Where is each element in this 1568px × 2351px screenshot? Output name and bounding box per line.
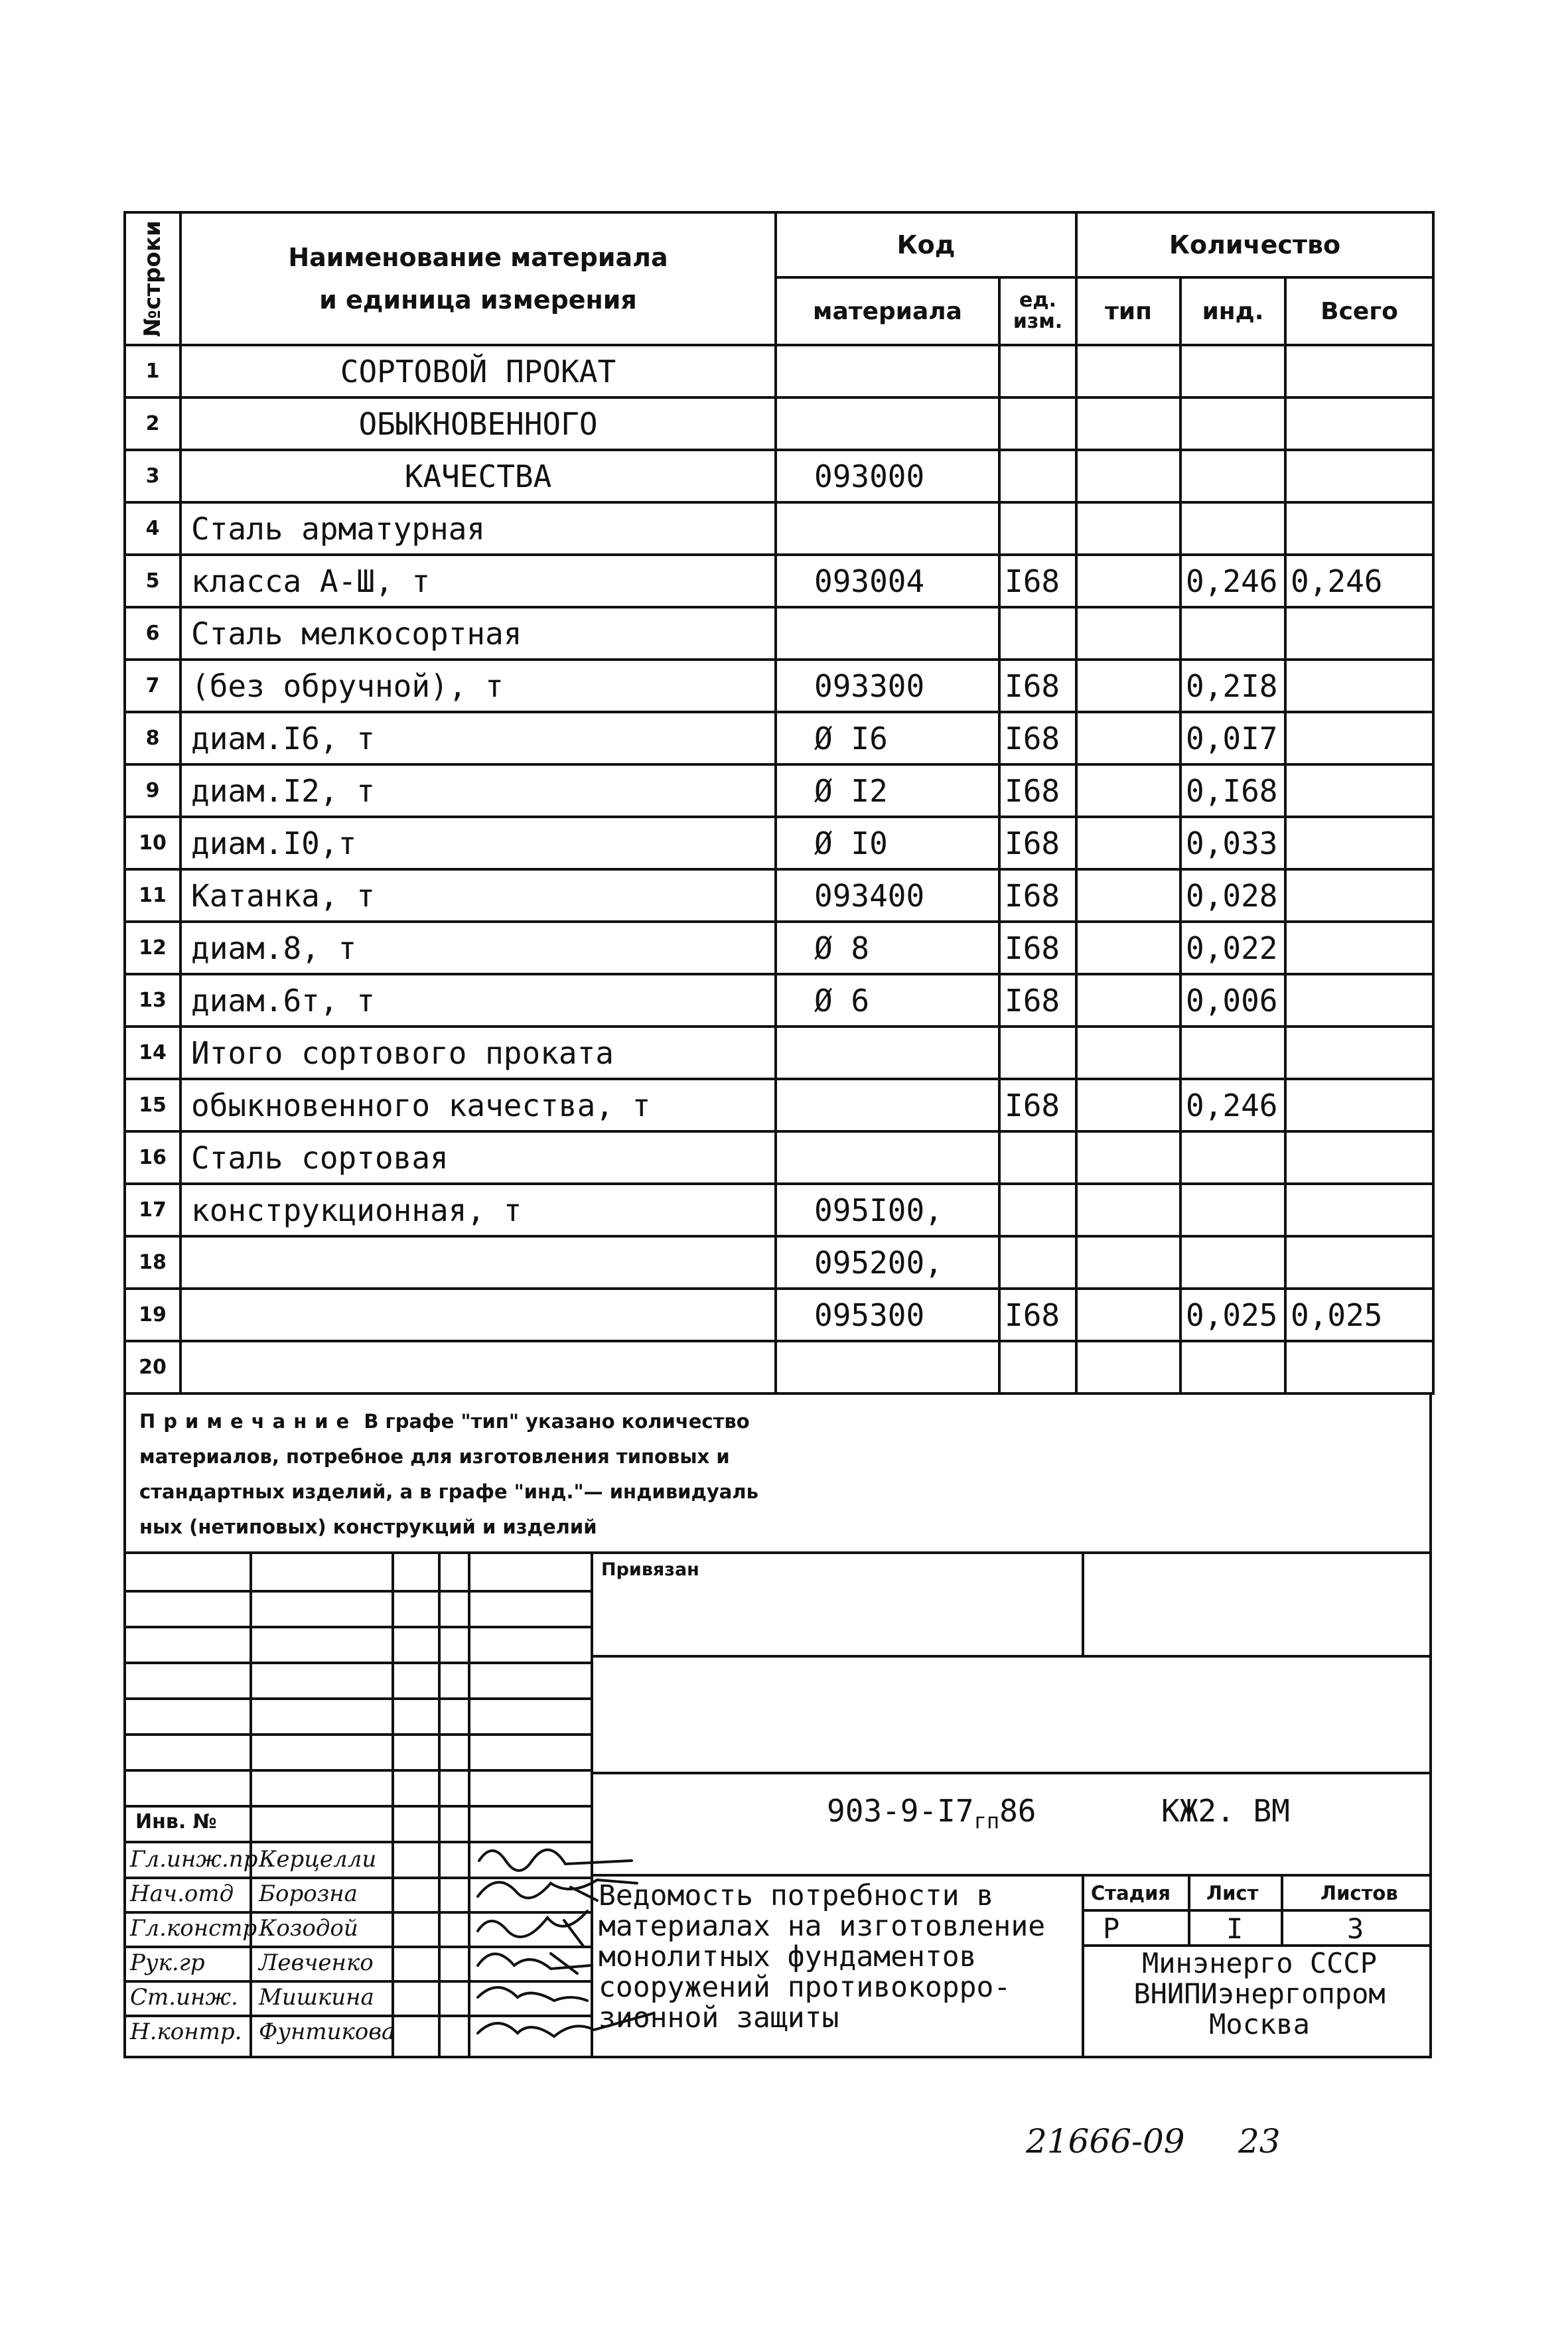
- table-row: [125, 764, 1433, 817]
- material-code: 095300: [776, 1289, 999, 1341]
- row-number: 3: [125, 450, 180, 502]
- row-number: 4: [125, 502, 180, 555]
- table-row: [125, 712, 1433, 764]
- unit-code: I68: [999, 1289, 1076, 1341]
- materials-table: [123, 211, 1435, 1395]
- qty-total: [1285, 922, 1433, 974]
- qty-total: [1285, 1131, 1433, 1184]
- material-code: Ø 8: [776, 922, 999, 974]
- organization-line: Минэнерго СССР: [1141, 1947, 1377, 1979]
- qty-ind: [1180, 1184, 1285, 1236]
- qty-total: 0,025: [1285, 1289, 1433, 1341]
- table-row: [125, 1289, 1433, 1341]
- material-name: класса А-Ш, т: [180, 555, 776, 607]
- table-row: [125, 1079, 1433, 1131]
- page-number: 23: [1238, 2122, 1281, 2161]
- material-name: СОРТОВОЙ ПРОКАТ: [180, 345, 776, 397]
- table-row: [125, 974, 1433, 1027]
- qty-ind: 0,I68: [1180, 764, 1285, 817]
- material-name: Сталь арматурная: [180, 502, 776, 555]
- row-number: 19: [125, 1289, 180, 1341]
- qty-ind: [1180, 1027, 1285, 1079]
- code-unit-header: ед. изм.: [999, 277, 1076, 345]
- qty-total: [1285, 660, 1433, 712]
- row-number: 16: [125, 1131, 180, 1184]
- table-row: [125, 1236, 1433, 1289]
- material-name: Сталь сортовая: [180, 1131, 776, 1184]
- row-number-header: №строки: [125, 212, 180, 345]
- staff-role: Ст.инж.: [130, 1984, 238, 2011]
- table-row: [125, 450, 1433, 502]
- row-number: 2: [125, 397, 180, 450]
- qty-ind: 0,025: [1180, 1289, 1285, 1341]
- signatures: [471, 1841, 670, 2060]
- row-number: 17: [125, 1184, 180, 1236]
- qty-total: [1285, 974, 1433, 1027]
- table-row: [125, 607, 1433, 660]
- organization: [1113, 1948, 1405, 2040]
- row-number: 6: [125, 607, 180, 660]
- stage-label: Стадия: [1091, 1882, 1171, 1904]
- table-row: [125, 817, 1433, 869]
- qty-total: [1285, 869, 1433, 922]
- qty-type: [1076, 764, 1180, 817]
- qty-total-header: Всего: [1285, 277, 1433, 345]
- qty-total: [1285, 817, 1433, 869]
- table-row: [125, 345, 1433, 397]
- unit-code: [999, 1184, 1076, 1236]
- qty-type: [1076, 712, 1180, 764]
- qty-type: [1076, 1289, 1180, 1341]
- qty-type: [1076, 502, 1180, 555]
- material-name: обыкновенного качества, т: [180, 1079, 776, 1131]
- title-block: [123, 1554, 1432, 2058]
- qty-total: [1285, 397, 1433, 450]
- archive-stamp: 21666-09: [1026, 2122, 1185, 2161]
- doc-title-line: материалах на изготовление: [599, 1910, 1046, 1943]
- qty-type: [1076, 974, 1180, 1027]
- qty-ind: [1180, 1131, 1285, 1184]
- qty-ind: [1180, 345, 1285, 397]
- row-number: 11: [125, 869, 180, 922]
- unit-code: [999, 502, 1076, 555]
- qty-type: [1076, 397, 1180, 450]
- qty-type: [1076, 1236, 1180, 1289]
- material-name: Катанка, т: [180, 869, 776, 922]
- qty-ind-header: инд.: [1180, 277, 1285, 345]
- material-name: [180, 1289, 776, 1341]
- qty-ind: [1180, 502, 1285, 555]
- table-row: [125, 555, 1433, 607]
- unit-code: [999, 345, 1076, 397]
- stage-value: Р: [1103, 1912, 1120, 1945]
- row-number: 5: [125, 555, 180, 607]
- material-name: диам.8, т: [180, 922, 776, 974]
- organization-line: Москва: [1209, 2008, 1310, 2040]
- qty-total: [1285, 1079, 1433, 1131]
- doc-title-line: монолитных фундаментов: [599, 1940, 977, 1973]
- code-material-header: материала: [776, 277, 999, 345]
- staff-role: Н.контр.: [130, 2019, 242, 2045]
- material-name: [180, 1236, 776, 1289]
- row-number: 10: [125, 817, 180, 869]
- staff-name: Борозна: [259, 1881, 358, 1907]
- row-number: 18: [125, 1236, 180, 1289]
- note: [123, 1395, 1432, 1554]
- material-code: 093300: [776, 660, 999, 712]
- material-code: 095200,: [776, 1236, 999, 1289]
- qty-type: [1076, 1027, 1180, 1079]
- row-number: 20: [125, 1341, 180, 1393]
- unit-code: I68: [999, 712, 1076, 764]
- material-code: [776, 1079, 999, 1131]
- qty-total: [1285, 1341, 1433, 1393]
- qty-ind: 0,033: [1180, 817, 1285, 869]
- qty-total: [1285, 1236, 1433, 1289]
- table-row: [125, 1184, 1433, 1236]
- material-name: КАЧЕСТВА: [180, 450, 776, 502]
- material-name: диам.6т, т: [180, 974, 776, 1027]
- material-name: диам.I6, т: [180, 712, 776, 764]
- qty-type: [1076, 555, 1180, 607]
- qty-type: [1076, 817, 1180, 869]
- signature-mark: [478, 1987, 587, 2001]
- staff-name: Фунтикова: [259, 2019, 395, 2045]
- qty-type: [1076, 922, 1180, 974]
- unit-code: [999, 1131, 1076, 1184]
- doc-title-line: зионной защиты: [599, 2001, 839, 2034]
- row-number: 9: [125, 764, 180, 817]
- qty-total: [1285, 345, 1433, 397]
- material-code: [776, 502, 999, 555]
- material-code: [776, 397, 999, 450]
- material-name: конструкционная, т: [180, 1184, 776, 1236]
- unit-code: I68: [999, 764, 1076, 817]
- material-name: диам.I2, т: [180, 764, 776, 817]
- code-header: Код: [776, 212, 1076, 277]
- qty-total: [1285, 607, 1433, 660]
- table-row: [125, 922, 1433, 974]
- material-code: Ø 6: [776, 974, 999, 1027]
- material-code: Ø I2: [776, 764, 999, 817]
- material-statement: [123, 211, 1432, 2161]
- qty-ind: [1180, 450, 1285, 502]
- qty-total: [1285, 1184, 1433, 1236]
- signature-mark: [478, 1954, 591, 1973]
- qty-total: [1285, 1027, 1433, 1079]
- note-label: Примечание: [139, 1410, 358, 1433]
- sheets-value: 3: [1347, 1912, 1364, 1945]
- staff-role: Гл.инж.пр: [130, 1846, 258, 1873]
- staff-name: Керцелли: [259, 1846, 377, 1873]
- table-row: [125, 1341, 1433, 1393]
- qty-type: [1076, 660, 1180, 712]
- row-number: 1: [125, 345, 180, 397]
- material-name: диам.I0,т: [180, 817, 776, 869]
- unit-code: [999, 607, 1076, 660]
- staff-name: Мишкина: [259, 1984, 374, 2011]
- signature-mark: [478, 1911, 587, 1947]
- qty-ind: [1180, 397, 1285, 450]
- table-row: [125, 1131, 1433, 1184]
- sheets-label: Листов: [1320, 1882, 1398, 1904]
- staff-name: Козодой: [259, 1915, 358, 1942]
- qty-ind: 0,246: [1180, 1079, 1285, 1131]
- signature-mark: [478, 1880, 637, 1900]
- qty-total: [1285, 764, 1433, 817]
- table-row: [125, 660, 1433, 712]
- qty-ind: [1180, 607, 1285, 660]
- signature-mark: [479, 1850, 632, 1871]
- note-line: ных (нетиповых) конструкций и изделий: [139, 1516, 597, 1538]
- qty-ind: 0,022: [1180, 922, 1285, 974]
- material-code: 093000: [776, 450, 999, 502]
- unit-code: [999, 450, 1076, 502]
- row-number: 13: [125, 974, 180, 1027]
- material-name: [180, 1341, 776, 1393]
- qty-type: [1076, 1341, 1180, 1393]
- material-code: [776, 1131, 999, 1184]
- qty-ind: [1180, 1341, 1285, 1393]
- sheet-value: I: [1226, 1912, 1244, 1945]
- staff-role: Рук.гр: [130, 1950, 205, 1976]
- qty-type-header: тип: [1076, 277, 1180, 345]
- unit-code: [999, 1027, 1076, 1079]
- doc-code: $903-9-I7_{гп}86$: [827, 1793, 1036, 1834]
- qty-type: [1076, 607, 1180, 660]
- material-code: 093400: [776, 869, 999, 922]
- unit-code: I68: [999, 869, 1076, 922]
- doc-title-line: сооружений противокорро-: [599, 1971, 1011, 2004]
- unit-code: [999, 397, 1076, 450]
- qty-total: [1285, 712, 1433, 764]
- qty-ind: 0,028: [1180, 869, 1285, 922]
- material-name: Сталь мелкосортная: [180, 607, 776, 660]
- material-name: Итого сортового проката: [180, 1027, 776, 1079]
- note-line: стандартных изделий, а в графе "инд."— индивидуаль: [139, 1480, 758, 1503]
- material-code: Ø I6: [776, 712, 999, 764]
- doc-mark: КЖ2. ВМ: [1161, 1793, 1290, 1829]
- material-name: ОБЫКНОВЕННОГО: [180, 397, 776, 450]
- material-name-header: Наименование материала и единица измерения: [180, 212, 776, 345]
- sheet-label: Лист: [1206, 1882, 1259, 1904]
- qty-type: [1076, 1131, 1180, 1184]
- unit-code: I68: [999, 974, 1076, 1027]
- inv-no-label: Инв. №: [135, 1810, 217, 1833]
- table-row: [125, 397, 1433, 450]
- unit-code: I68: [999, 660, 1076, 712]
- doc-title-line: Ведомость потребности в: [599, 1879, 994, 1912]
- signature-mark: [478, 2013, 654, 2036]
- qty-total: [1285, 450, 1433, 502]
- unit-code: I68: [999, 1079, 1076, 1131]
- qty-total: 0,246: [1285, 555, 1433, 607]
- row-number: 12: [125, 922, 180, 974]
- table-row: [125, 502, 1433, 555]
- bound-label: Привязан: [601, 1559, 699, 1580]
- row-number: 8: [125, 712, 180, 764]
- qty-type: [1076, 869, 1180, 922]
- note-line: материалов, потребное для изготовления типовых и: [139, 1445, 730, 1468]
- qty-total: [1285, 502, 1433, 555]
- staff-name: Левченко: [259, 1950, 374, 1976]
- qty-type: [1076, 450, 1180, 502]
- qty-ind: 0,2I8: [1180, 660, 1285, 712]
- material-name: (без обручной), т: [180, 660, 776, 712]
- organization-line: ВНИПИэнергопром: [1133, 1977, 1386, 2010]
- material-code: [776, 1341, 999, 1393]
- unit-code: [999, 1341, 1076, 1393]
- unit-code: [999, 1236, 1076, 1289]
- qty-ind: 0,246: [1180, 555, 1285, 607]
- table-row: [125, 1027, 1433, 1079]
- quantity-header: Количество: [1076, 212, 1433, 277]
- material-code: 095I00,: [776, 1184, 999, 1236]
- qty-ind: 0,0I7: [1180, 712, 1285, 764]
- material-code: Ø I0: [776, 817, 999, 869]
- qty-ind: 0,006: [1180, 974, 1285, 1027]
- row-number: 14: [125, 1027, 180, 1079]
- table-row: [125, 869, 1433, 922]
- unit-code: I68: [999, 555, 1076, 607]
- staff-role: Гл.констр: [130, 1915, 257, 1942]
- material-code: 093004: [776, 555, 999, 607]
- note-line: В графе "тип" указано количество: [364, 1410, 750, 1433]
- unit-code: I68: [999, 922, 1076, 974]
- qty-type: [1076, 1184, 1180, 1236]
- unit-code: I68: [999, 817, 1076, 869]
- qty-type: [1076, 345, 1180, 397]
- material-code: [776, 1027, 999, 1079]
- staff-role: Нач.отд: [130, 1881, 234, 1907]
- qty-type: [1076, 1079, 1180, 1131]
- qty-ind: [1180, 1236, 1285, 1289]
- row-number: 7: [125, 660, 180, 712]
- material-code: [776, 345, 999, 397]
- row-number: 15: [125, 1079, 180, 1131]
- material-code: [776, 607, 999, 660]
